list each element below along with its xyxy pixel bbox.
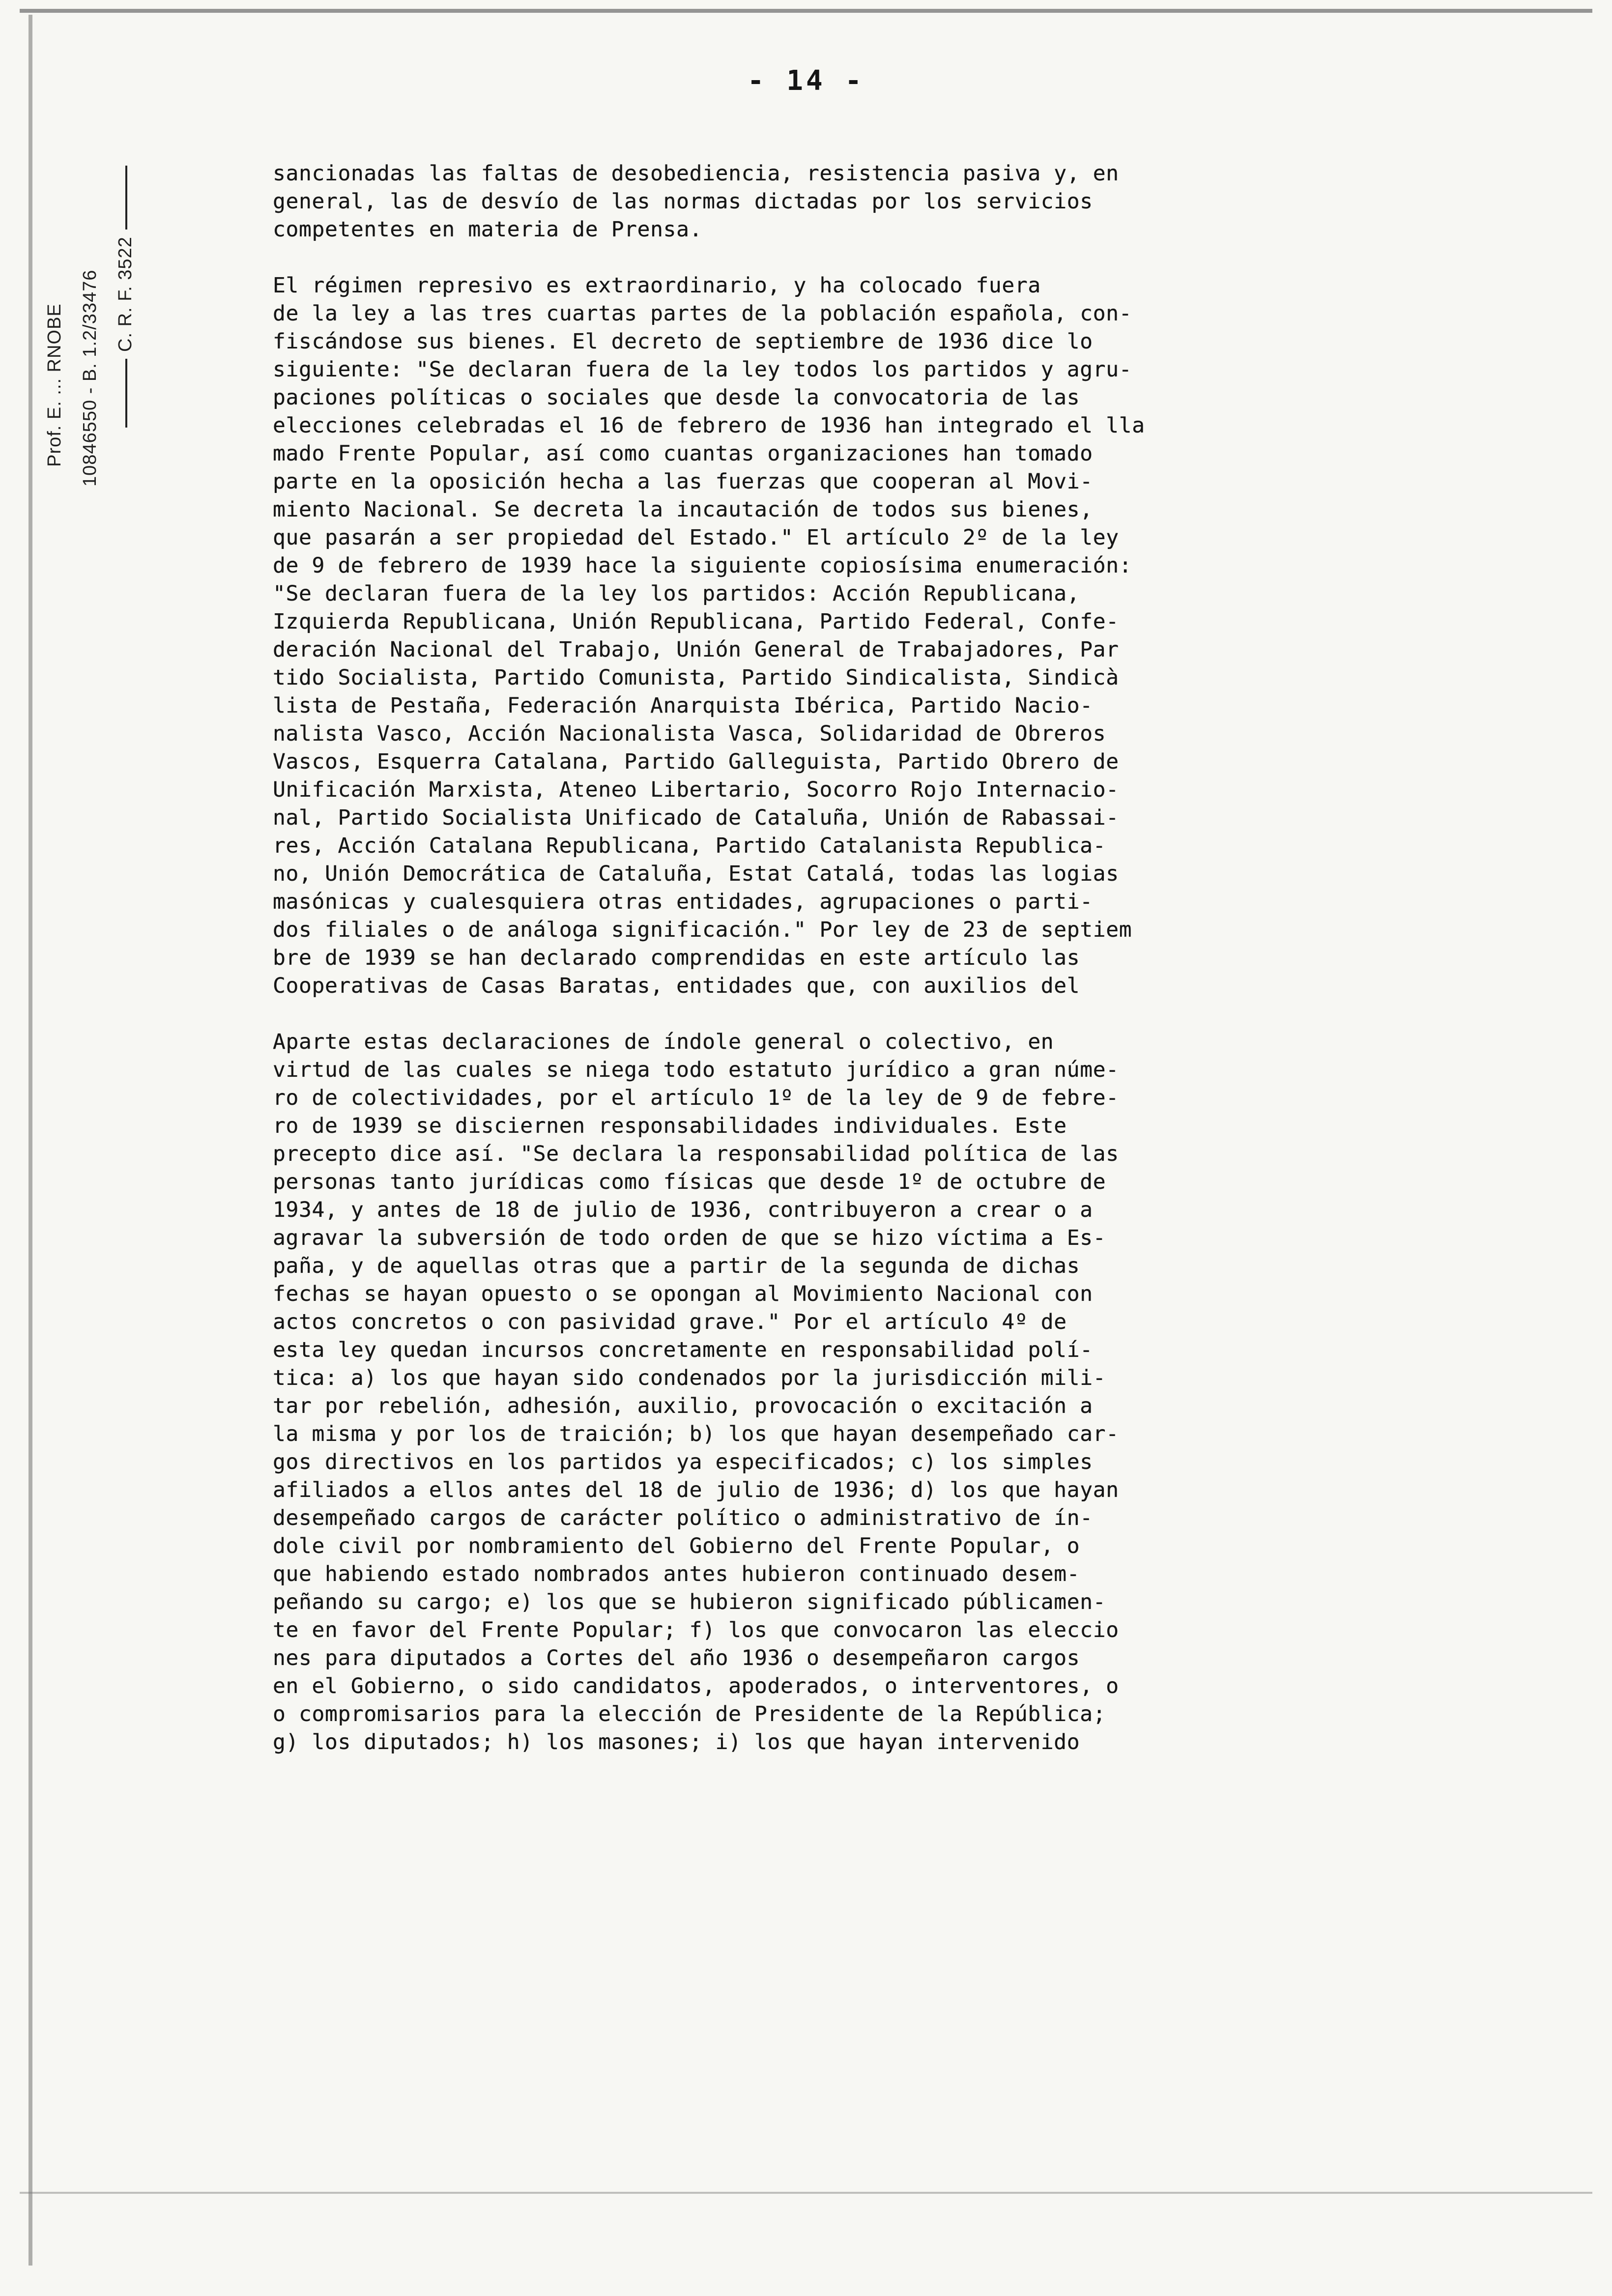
- paragraph-2-line-5: paciones políticas o sociales que desde la convocatoria de las: [273, 385, 1080, 410]
- paragraph-3-line-2: virtud de las cuales se niega todo estatuto jurídico a gran núme-: [273, 1058, 1119, 1082]
- paragraph-3-line-9: paña, y de aquellas otras que a partir de la segunda de dichas: [273, 1254, 1080, 1278]
- paragraph-1-line-2: general, las de desvío de las normas dictadas por los servicios: [273, 189, 1093, 214]
- paragraph-2-line-20: nal, Partido Socialista Unificado de Cataluña, Unión de Rabassai-: [273, 805, 1119, 830]
- paragraph-2-line-24: dos filiales o de análoga significación." Por ley de 23 de septiem: [273, 918, 1132, 942]
- paragraph-2-line-23: masónicas y cualesquiera otras entidades, agrupaciones o parti-: [273, 890, 1093, 914]
- paragraph-1-line-1: sancionadas las faltas de desobediencia, resistencia pasiva y, en: [273, 161, 1119, 186]
- paragraph-2-line-1: El régimen represivo es extraordinario, y ha colocado fuera: [273, 273, 1041, 298]
- paragraph-3-line-7: 1934, y antes de 18 de julio de 1936, contribuyeron a crear o a: [273, 1198, 1093, 1222]
- paragraph-2-line-18: Vascos, Esquerra Catalana, Partido Galleguista, Partido Obrero de: [273, 749, 1119, 774]
- paragraph-2-line-6: elecciones celebradas el 16 de febrero de 1936 han integrado el lla: [273, 413, 1145, 438]
- archive-stamp-line-1: Prof. E. ... RNOBE: [44, 303, 65, 467]
- archive-stamp-line-2: 10846550 - B. 1.2/33476: [80, 269, 100, 487]
- paragraph-3-line-24: en el Gobierno, o sido candidatos, apoderados, o interventores, o: [273, 1674, 1119, 1698]
- paragraph-2-line-7: mado Frente Popular, así como cuantas organizaciones han tomado: [273, 441, 1093, 466]
- paragraph-3-line-11: actos concretos o con pasividad grave." Por el artículo 4º de: [273, 1310, 1067, 1334]
- paragraph-3-line-5: precepto dice así. "Se declara la responsabilidad política de las: [273, 1142, 1119, 1166]
- paragraph-3-line-26: g) los diputados; h) los masones; i) los que hayan intervenido: [273, 1730, 1080, 1754]
- paragraph-2-line-15: tido Socialista, Partido Comunista, Partido Sindicalista, Sindicà: [273, 665, 1119, 690]
- paragraph-3-line-10: fechas se hayan opuesto o se opongan al Movimiento Nacional con: [273, 1282, 1093, 1306]
- archive-stamp-line-3: C. R. F. 3522: [115, 166, 136, 428]
- paragraph-2-line-3: fiscándose sus bienes. El decreto de septiembre de 1936 dice lo: [273, 329, 1093, 354]
- page-number: - 14 -: [747, 65, 865, 97]
- top-scan-rule: [20, 9, 1592, 13]
- paragraph-3-line-22: te en favor del Frente Popular; f) los que convocaron las eleccio: [273, 1618, 1119, 1642]
- paragraph-1-line-3: competentes en materia de Prensa.: [273, 217, 703, 242]
- paragraph-2-line-10: que pasarán a ser propiedad del Estado." El artículo 2º de la ley: [273, 525, 1119, 550]
- paragraph-3-line-17: afiliados a ellos antes del 18 de julio de 1936; d) los que hayan: [273, 1478, 1119, 1502]
- paragraph-2-line-12: "Se declaran fuera de la ley los partidos: Acción Republicana,: [273, 581, 1080, 606]
- paragraph-2-line-14: deración Nacional del Trabajo, Unión General de Trabajadores, Par: [273, 637, 1119, 662]
- paragraph-3-line-20: que habiendo estado nombrados antes hubieron continuado desem-: [273, 1562, 1080, 1586]
- paragraph-3-line-6: personas tanto jurídicas como físicas que desde 1º de octubre de: [273, 1170, 1106, 1194]
- paragraph-3-line-8: agravar la subversión de todo orden de que se hizo víctima a Es-: [273, 1226, 1106, 1250]
- paragraph-3-line-19: dole civil por nombramiento del Gobierno del Frente Popular, o: [273, 1534, 1080, 1558]
- paragraph-3-line-23: nes para diputados a Cortes del año 1936 o desempeñaron cargos: [273, 1646, 1080, 1670]
- paragraph-2-line-16: lista de Pestaña, Federación Anarquista Ibérica, Partido Nacio-: [273, 693, 1093, 718]
- paragraph-3: [273, 1028, 1575, 1756]
- paragraph-2-line-8: parte en la oposición hecha a las fuerzas que cooperan al Movi-: [273, 469, 1093, 494]
- paragraph-3-line-12: esta ley quedan incursos concretamente en responsabilidad polí-: [273, 1338, 1093, 1362]
- paragraph-3-line-21: peñando su cargo; e) los que se hubieron significado públicamen-: [273, 1590, 1106, 1614]
- paragraph-1: [273, 160, 1575, 244]
- paragraph-2-line-21: res, Acción Catalana Republicana, Partido Catalanista Republica-: [273, 833, 1106, 858]
- paragraph-2-line-11: de 9 de febrero de 1939 hace la siguiente copiosísima enumeración:: [273, 553, 1132, 578]
- paragraph-2-line-4: siguiente: "Se declaran fuera de la ley todos los partidos y agru-: [273, 357, 1132, 382]
- document-body-text: [273, 160, 1575, 1784]
- paragraph-3-line-4: ro de 1939 se disciernen responsabilidades individuales. Este: [273, 1114, 1067, 1138]
- bottom-scan-rule: [20, 2192, 1592, 2194]
- paragraph-2-line-19: Unificación Marxista, Ateneo Libertario, Socorro Rojo Internacio-: [273, 777, 1119, 802]
- paragraph-2-line-13: Izquierda Republicana, Unión Republicana, Partido Federal, Confe-: [273, 609, 1119, 634]
- paragraph-3-line-18: desempeñado cargos de carácter político o administrativo de ín-: [273, 1506, 1093, 1530]
- paragraph-3-line-15: la misma y por los de traición; b) los que hayan desempeñado car-: [273, 1422, 1119, 1446]
- paragraph-3-line-1: Aparte estas declaraciones de índole general o colectivo, en: [273, 1030, 1054, 1054]
- left-scan-edge: [29, 15, 32, 2266]
- paragraph-2-line-26: Cooperativas de Casas Baratas, entidades que, con auxilios del: [273, 974, 1080, 998]
- archive-stamp: [39, 93, 157, 496]
- paragraph-3-line-13: tica: a) los que hayan sido condenados por la jurisdicción mili-: [273, 1366, 1106, 1390]
- paragraph-2-line-22: no, Unión Democrática de Cataluña, Estat Catalá, todas las logias: [273, 861, 1119, 886]
- paragraph-3-line-16: gos directivos en los partidos ya especificados; c) los simples: [273, 1450, 1093, 1474]
- paragraph-2-line-25: bre de 1939 se han declarado comprendidas en este artículo las: [273, 946, 1080, 970]
- paragraph-2-line-17: nalista Vasco, Acción Nacionalista Vasca, Solidaridad de Obreros: [273, 721, 1106, 746]
- paragraph-2-line-2: de la ley a las tres cuartas partes de la población española, con-: [273, 301, 1132, 326]
- paragraph-2: [273, 272, 1575, 1000]
- paragraph-2-line-9: miento Nacional. Se decreta la incautación de todos sus bienes,: [273, 497, 1093, 522]
- paragraph-3-line-25: o compromisarios para la elección de Presidente de la República;: [273, 1702, 1106, 1726]
- paragraph-3-line-14: tar por rebelión, adhesión, auxilio, provocación o excitación a: [273, 1394, 1093, 1418]
- paragraph-3-line-3: ro de colectividades, por el artículo 1º de la ley de 9 de febre-: [273, 1086, 1119, 1110]
